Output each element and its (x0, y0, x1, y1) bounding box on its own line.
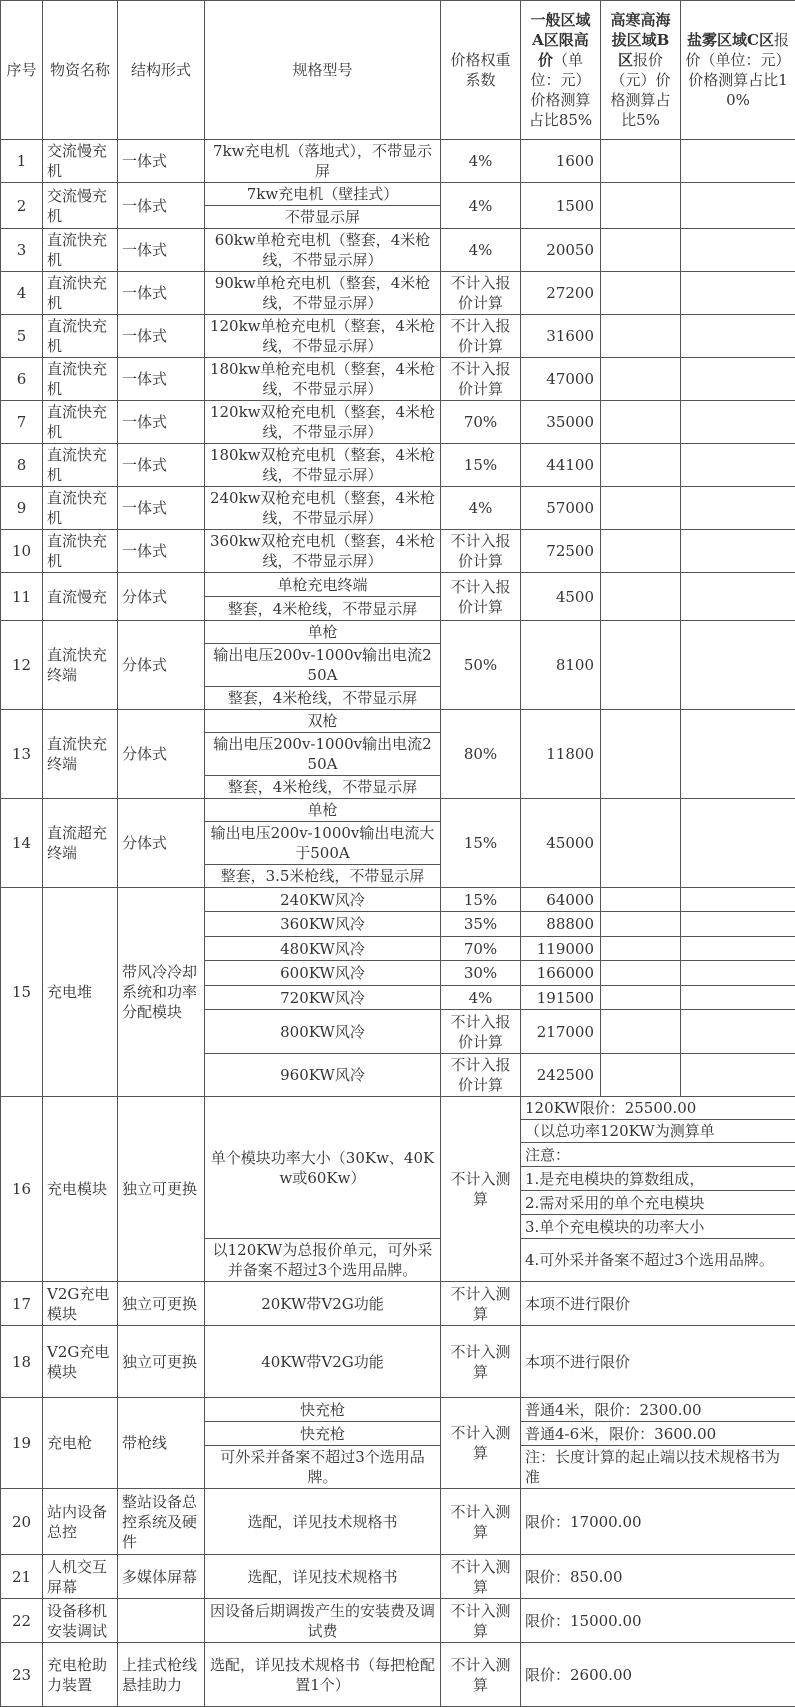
cell-name: 直流快充机 (43, 401, 118, 444)
cell-weight: 不计入测算 (441, 1282, 521, 1326)
cell-price-a: 166000 (521, 961, 601, 986)
cell-spec: 90kw单枪充电机（整套，4米枪线，不带显示屏） (205, 272, 441, 315)
cell-price-b (601, 912, 681, 937)
cell-price-b (601, 530, 681, 573)
cell-weight: 4% (441, 140, 521, 183)
cell-price-c (681, 1054, 795, 1097)
cell-weight: 不计入测算 (441, 1489, 521, 1555)
cell-seq: 22 (1, 1599, 43, 1643)
cell-structure: 一体式 (118, 444, 205, 487)
cell-price-a: 31600 (521, 315, 601, 358)
cell-note: 限价：2600.00 (521, 1643, 795, 1707)
table-row (1, 888, 795, 912)
cell-weight: 不计入报价计算 (441, 315, 521, 358)
cell-price-a: 191500 (521, 986, 601, 1010)
table-row (1, 401, 795, 444)
cell-spec: 整套，4米枪线，不带显示屏 (205, 597, 441, 621)
cell-note: 本项不进行限价 (521, 1326, 795, 1398)
cell-price-a: 20050 (521, 229, 601, 272)
cell-price-b (601, 444, 681, 487)
table-row (1, 229, 795, 272)
cell-price-a: 119000 (521, 937, 601, 961)
cell-spec: 整套，4米枪线，不带显示屏 (205, 776, 441, 799)
cell-price-b (601, 961, 681, 986)
cell-structure: 分体式 (118, 799, 205, 888)
cell-note: 2.需对采用的单个充电模块 (521, 1191, 795, 1215)
cell-seq: 15 (1, 888, 43, 1097)
header-spec: 规格型号 (205, 1, 441, 140)
cell-structure: 分体式 (118, 573, 205, 621)
cell-price-a: 242500 (521, 1054, 601, 1097)
cell-name: 直流快充机 (43, 530, 118, 573)
cell-name: 交流慢充机 (43, 183, 118, 229)
cell-structure: 一体式 (118, 487, 205, 530)
cell-seq: 17 (1, 1282, 43, 1326)
cell-name: 直流超充终端 (43, 799, 118, 888)
cell-price-c (681, 530, 795, 573)
cell-weight: 4% (441, 229, 521, 272)
header-zone-c-title: 盐雾区域C区 (687, 31, 774, 49)
cell-structure: 上挂式枪线悬挂助力 (118, 1643, 205, 1707)
cell-price-c (681, 573, 795, 621)
cell-price-b (601, 183, 681, 229)
cell-price-b (601, 229, 681, 272)
cell-spec: 输出电压200v-1000v输出电流大于500A (205, 822, 441, 865)
cell-note: 限价：17000.00 (521, 1489, 795, 1555)
table-row (1, 1555, 795, 1599)
cell-spec: 输出电压200v-1000v输出电流250A (205, 733, 441, 776)
header-zone-c-note: 报价（单位：元）价格测算占比10% (685, 31, 790, 109)
cell-weight: 30% (441, 961, 521, 986)
cell-spec: 240KW风冷 (205, 888, 441, 912)
cell-name: V2G充电模块 (43, 1282, 118, 1326)
cell-structure: 一体式 (118, 183, 205, 229)
cell-spec: 800KW风冷 (205, 1010, 441, 1054)
cell-spec: 240kw双枪充电机（整套，4米枪线，不带显示屏） (205, 487, 441, 530)
cell-seq: 11 (1, 573, 43, 621)
cell-note: 1.是充电模块的算数组成， (521, 1167, 795, 1191)
cell-seq: 3 (1, 229, 43, 272)
cell-price-a: 35000 (521, 401, 601, 444)
table-row (1, 487, 795, 530)
cell-seq: 21 (1, 1555, 43, 1599)
table-row (1, 530, 795, 573)
cell-spec: 以120KW为总报价单元，可外采并备案不超过3个选用品牌。 (205, 1239, 441, 1282)
cell-spec: 180kw单枪充电机（整套，4米枪线，不带显示屏） (205, 358, 441, 401)
table-row (1, 444, 795, 487)
cell-spec: 快充枪 (205, 1422, 441, 1446)
cell-name: 直流快充机 (43, 315, 118, 358)
cell-spec: 7kw充电机（壁挂式） (205, 183, 441, 206)
cell-price-a: 8100 (521, 621, 601, 710)
cell-weight: 不计入测算 (441, 1097, 521, 1282)
cell-note: 注意： (521, 1143, 795, 1167)
cell-seq: 7 (1, 401, 43, 444)
cell-spec: 输出电压200v-1000v输出电流250A (205, 644, 441, 687)
cell-price-a: 27200 (521, 272, 601, 315)
cell-note: 注：长度计算的起止端以技术规格书为准 (521, 1446, 795, 1489)
cell-spec: 20KW带V2G功能 (205, 1282, 441, 1326)
cell-seq: 16 (1, 1097, 43, 1282)
cell-price-b (601, 487, 681, 530)
cell-price-b (601, 315, 681, 358)
cell-note: 限价：850.00 (521, 1555, 795, 1599)
cell-spec: 选配，详见技术规格书 (205, 1489, 441, 1555)
cell-price-b (601, 140, 681, 183)
cell-seq: 9 (1, 487, 43, 530)
header-weight: 价格权重系数 (441, 1, 521, 140)
cell-price-b (601, 1054, 681, 1097)
cell-price-c (681, 315, 795, 358)
cell-structure: 独立可更换 (118, 1097, 205, 1282)
header-structure: 结构形式 (118, 1, 205, 140)
cell-spec: 整套，4米枪线，不带显示屏 (205, 687, 441, 710)
cell-weight: 70% (441, 401, 521, 444)
cell-spec: 因设备后期调拨产生的安装费及调试费 (205, 1599, 441, 1643)
cell-name: 人机交互屏幕 (43, 1555, 118, 1599)
cell-name: 充电枪 (43, 1398, 118, 1489)
cell-name: 充电堆 (43, 888, 118, 1097)
header-zone-a-note: （单位：元）价格测算占比85% (529, 51, 592, 129)
cell-spec: 960KW风冷 (205, 1054, 441, 1097)
cell-weight: 不计入报价计算 (441, 358, 521, 401)
cell-weight: 4% (441, 487, 521, 530)
table-row (1, 799, 795, 822)
cell-name: 直流快充机 (43, 229, 118, 272)
table-row (1, 621, 795, 644)
cell-price-b (601, 358, 681, 401)
cell-price-c (681, 229, 795, 272)
table-row (1, 1398, 795, 1422)
cell-spec: 不带显示屏 (205, 206, 441, 229)
cell-price-a: 1600 (521, 140, 601, 183)
cell-structure: 一体式 (118, 315, 205, 358)
cell-price-b (601, 986, 681, 1010)
header-name: 物资名称 (43, 1, 118, 140)
cell-price-c (681, 799, 795, 888)
cell-price-b (601, 888, 681, 912)
cell-note: 限价：15000.00 (521, 1599, 795, 1643)
cell-seq: 6 (1, 358, 43, 401)
cell-note: 普通4米，限价：2300.00 (521, 1398, 795, 1422)
cell-price-c (681, 710, 795, 799)
cell-price-b (601, 401, 681, 444)
cell-weight: 50% (441, 621, 521, 710)
cell-spec: 360kw双枪充电机（整套，4米枪线，不带显示屏） (205, 530, 441, 573)
cell-structure: 独立可更换 (118, 1326, 205, 1398)
table-row (1, 710, 795, 733)
cell-weight: 15% (441, 799, 521, 888)
cell-spec: 7kw充电机（落地式），不带显示屏 (205, 140, 441, 183)
cell-seq: 19 (1, 1398, 43, 1489)
header-zone-b-title: 高寒高海拔区域B区 (610, 11, 670, 69)
cell-structure: 一体式 (118, 229, 205, 272)
cell-seq: 4 (1, 272, 43, 315)
cell-structure: 一体式 (118, 530, 205, 573)
cell-structure: 多媒体屏幕 (118, 1555, 205, 1599)
cell-seq: 12 (1, 621, 43, 710)
cell-weight: 不计入报价计算 (441, 530, 521, 573)
cell-price-a: 4500 (521, 573, 601, 621)
cell-name: 直流慢充 (43, 573, 118, 621)
table-row (1, 315, 795, 358)
cell-spec: 360KW风冷 (205, 912, 441, 937)
cell-spec: 单枪 (205, 799, 441, 822)
cell-structure: 一体式 (118, 272, 205, 315)
cell-weight: 70% (441, 937, 521, 961)
cell-spec: 40KW带V2G功能 (205, 1326, 441, 1398)
cell-price-a: 44100 (521, 444, 601, 487)
cell-spec: 单枪充电终端 (205, 573, 441, 597)
cell-seq: 2 (1, 183, 43, 229)
cell-structure: 一体式 (118, 401, 205, 444)
cell-price-a: 217000 (521, 1010, 601, 1054)
cell-name: 直流快充终端 (43, 621, 118, 710)
cell-note: 120KW限价：25500.00 (521, 1097, 795, 1120)
cell-name: 充电模块 (43, 1097, 118, 1282)
cell-name: 交流慢充机 (43, 140, 118, 183)
cell-seq: 20 (1, 1489, 43, 1555)
cell-price-c (681, 961, 795, 986)
cell-structure: 一体式 (118, 358, 205, 401)
table-row (1, 1097, 795, 1120)
cell-weight: 不计入测算 (441, 1599, 521, 1643)
cell-price-c (681, 621, 795, 710)
cell-weight: 不计入报价计算 (441, 1010, 521, 1054)
table-row (1, 1489, 795, 1555)
table-row (1, 1326, 795, 1398)
cell-spec: 双枪 (205, 710, 441, 733)
cell-note: 4.可外采并备案不超过3个选用品牌。 (521, 1239, 795, 1282)
header-zone-c (681, 1, 795, 140)
header-row (1, 1, 795, 140)
table-row (1, 183, 795, 206)
cell-price-c (681, 183, 795, 229)
cell-seq: 13 (1, 710, 43, 799)
cell-seq: 18 (1, 1326, 43, 1398)
cell-price-b (601, 1010, 681, 1054)
header-seq: 序号 (1, 1, 43, 140)
cell-price-a: 57000 (521, 487, 601, 530)
cell-spec: 60kw单枪充电机（整套，4米枪线，不带显示屏） (205, 229, 441, 272)
cell-weight: 不计入测算 (441, 1398, 521, 1489)
cell-spec: 选配，详见技术规格书 (205, 1555, 441, 1599)
cell-price-a: 88800 (521, 912, 601, 937)
cell-weight: 15% (441, 444, 521, 487)
cell-spec: 整套，3.5米枪线，不带显示屏 (205, 865, 441, 888)
cell-name: 直流快充机 (43, 358, 118, 401)
table-row (1, 358, 795, 401)
cell-spec: 720KW风冷 (205, 986, 441, 1010)
cell-structure: 分体式 (118, 710, 205, 799)
cell-weight: 不计入报价计算 (441, 573, 521, 621)
cell-structure (118, 1599, 205, 1643)
cell-name: 充电枪助力装置 (43, 1643, 118, 1707)
cell-weight: 不计入测算 (441, 1326, 521, 1398)
table-row (1, 140, 795, 183)
cell-seq: 10 (1, 530, 43, 573)
cell-price-c (681, 444, 795, 487)
cell-price-b (601, 710, 681, 799)
table-row (1, 573, 795, 597)
cell-weight: 4% (441, 986, 521, 1010)
cell-spec: 单枪 (205, 621, 441, 644)
cell-name: V2G充电模块 (43, 1326, 118, 1398)
header-zone-a (521, 1, 601, 140)
cell-weight: 80% (441, 710, 521, 799)
cell-spec: 单个模块功率大小（30Kw、40Kw或60Kw） (205, 1097, 441, 1239)
table-row (1, 1643, 795, 1707)
cell-weight: 不计入报价计算 (441, 272, 521, 315)
cell-note: 本项不进行限价 (521, 1282, 795, 1326)
cell-spec: 480KW风冷 (205, 937, 441, 961)
cell-weight: 15% (441, 888, 521, 912)
cell-price-c (681, 888, 795, 912)
cell-structure: 整站设备总控系统及硬件 (118, 1489, 205, 1555)
cell-seq: 14 (1, 799, 43, 888)
cell-price-a: 72500 (521, 530, 601, 573)
cell-price-c (681, 937, 795, 961)
table-row (1, 1282, 795, 1326)
cell-weight: 不计入测算 (441, 1555, 521, 1599)
cell-price-a: 1500 (521, 183, 601, 229)
cell-structure: 带风冷冷却系统和功率分配模块 (118, 888, 205, 1097)
cell-weight: 4% (441, 183, 521, 229)
cell-name: 直流快充终端 (43, 710, 118, 799)
cell-name: 直流快充机 (43, 272, 118, 315)
cell-seq: 8 (1, 444, 43, 487)
cell-seq: 23 (1, 1643, 43, 1707)
cell-price-a: 64000 (521, 888, 601, 912)
cell-price-b (601, 272, 681, 315)
cell-structure: 分体式 (118, 621, 205, 710)
cell-spec: 快充枪 (205, 1398, 441, 1422)
cell-price-b (601, 937, 681, 961)
cell-price-c (681, 272, 795, 315)
cell-structure: 一体式 (118, 140, 205, 183)
cell-price-b (601, 799, 681, 888)
table-row (1, 1599, 795, 1643)
cell-name: 直流快充机 (43, 487, 118, 530)
cell-spec: 180kw双枪充电机（整套，4米枪线，不带显示屏） (205, 444, 441, 487)
cell-weight: 不计入报价计算 (441, 1054, 521, 1097)
cell-name: 站内设备总控 (43, 1489, 118, 1555)
cell-price-c (681, 401, 795, 444)
cell-weight: 不计入测算 (441, 1643, 521, 1707)
header-zone-b (601, 1, 681, 140)
cell-price-c (681, 986, 795, 1010)
cell-spec: 选配，详见技术规格书（每把枪配置1个） (205, 1643, 441, 1707)
cell-price-a: 45000 (521, 799, 601, 888)
cell-name: 直流快充机 (43, 444, 118, 487)
cell-seq: 1 (1, 140, 43, 183)
header-zone-a-title: 一般区域A区限高价 (530, 11, 590, 69)
table-row (1, 272, 795, 315)
cell-price-c (681, 140, 795, 183)
header-zone-b-note: 报价（元）价格测算占比5% (610, 51, 670, 129)
cell-price-c (681, 358, 795, 401)
cell-note: 普通4-6米，限价：3600.00 (521, 1422, 795, 1446)
cell-price-b (601, 573, 681, 621)
cell-price-c (681, 912, 795, 937)
cell-price-c (681, 1010, 795, 1054)
cell-structure: 独立可更换 (118, 1282, 205, 1326)
cell-spec: 120kw双枪充电机（整套，4米枪线，不带显示屏） (205, 401, 441, 444)
cell-price-a: 47000 (521, 358, 601, 401)
cell-note: （以总功率120KW为测算单 (521, 1120, 795, 1143)
cell-spec: 600KW风冷 (205, 961, 441, 986)
cell-price-b (601, 621, 681, 710)
cell-seq: 5 (1, 315, 43, 358)
cell-price-a: 11800 (521, 710, 601, 799)
cell-price-c (681, 487, 795, 530)
cell-name: 设备移机安装调试 (43, 1599, 118, 1643)
cell-spec: 120kw单枪充电机（整套，4米枪线，不带显示屏） (205, 315, 441, 358)
cell-structure: 带枪线 (118, 1398, 205, 1489)
cell-weight: 35% (441, 912, 521, 937)
cell-spec: 可外采并备案不超过3个选用品牌。 (205, 1446, 441, 1489)
cell-note: 3.单个充电模块的功率大小 (521, 1215, 795, 1239)
